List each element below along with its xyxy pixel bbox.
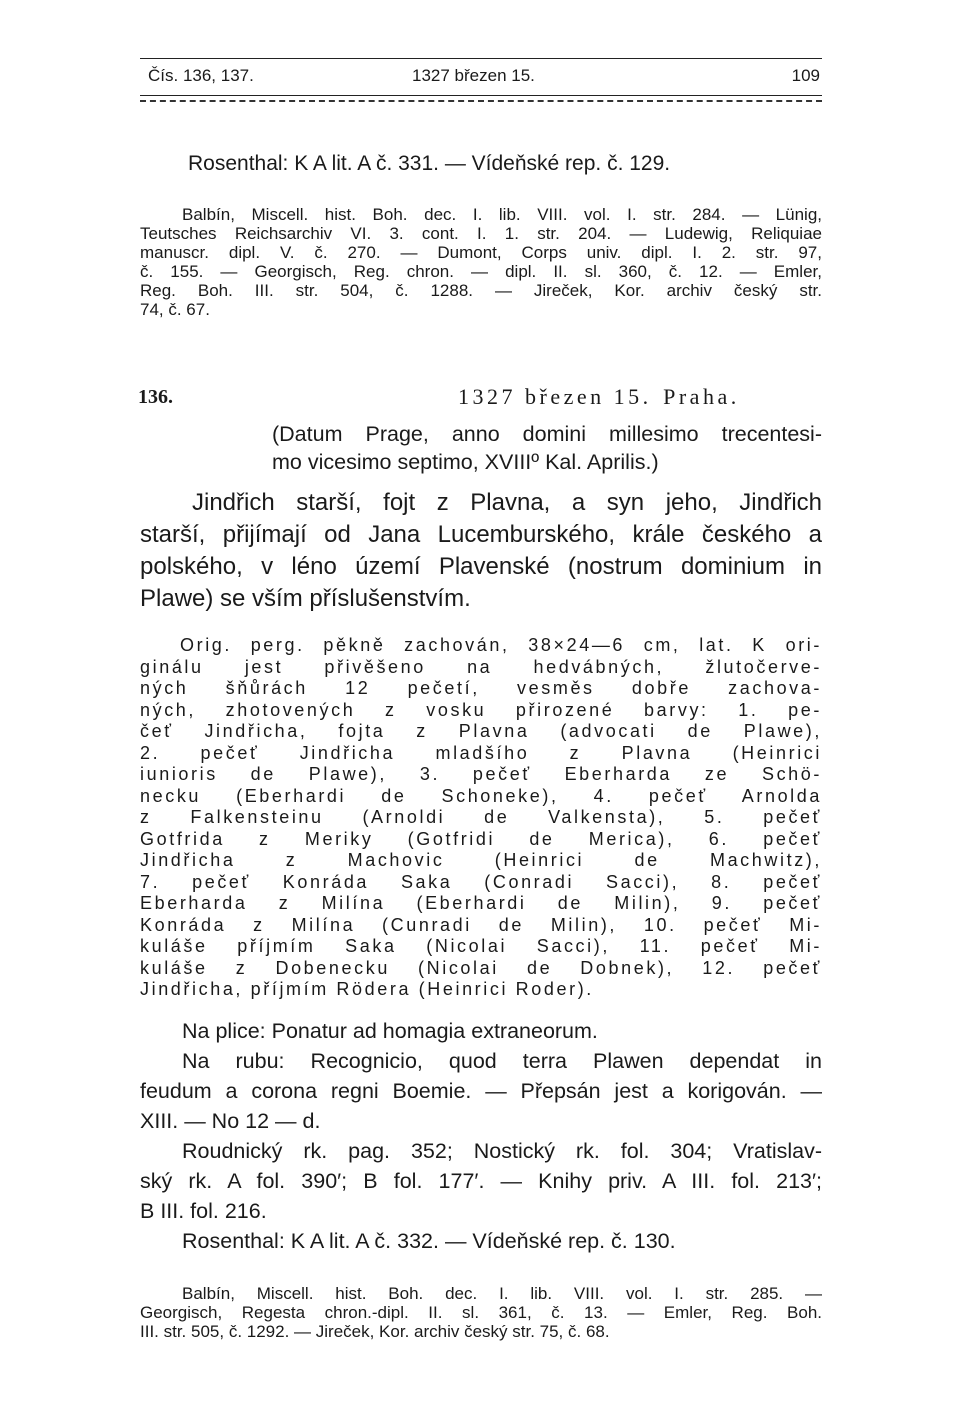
- dorse-line: XIII. — No 12 — d.: [140, 1109, 321, 1133]
- description-line: ných šňůrách 12 pečetí, vesměs dobře zachova-: [140, 678, 822, 698]
- document-date: 1327 březen 15.: [458, 384, 652, 409]
- running-header-numbers: Čís. 136, 137.: [148, 66, 254, 85]
- description-line: čeť Jindřicha, fojta z Plavna (advocati de Plawe),: [140, 721, 822, 741]
- description-line: iunioris de Plawe), 3. pečeť Eberharda ze Schö-: [140, 764, 822, 784]
- prev-lit-line: Balbín, Miscell. hist. Boh. dec. I. lib. VIII. vol. I. str. 284. — Lünig,: [182, 205, 822, 224]
- plica-note: Na plice: Ponatur ad homagia extraneorum.: [182, 1019, 598, 1043]
- prev-rosenthal-ref: [188, 152, 828, 176]
- prev-lit-line: 74, č. 67.: [140, 300, 210, 319]
- prev-lit-line: Teutsches Reichsarchiv VI. 3. cont. I. 1. str. 204. — Ludewig, Reliquiae: [140, 224, 822, 243]
- description-line: ginálu jest přivěšeno na hedvábných, žlutočerve-: [140, 656, 822, 677]
- description-line: kuláše z Dobenecku (Nicolai de Dobnek), 12. pečeť: [140, 957, 822, 978]
- regest-line: Plawe) se vším příslušenstvím.: [140, 585, 471, 612]
- literature-line: Georgisch, Regesta chron.-dipl. II. sl. 361, č. 13. — Emler, Reg. Boh.: [140, 1303, 822, 1322]
- regest: [140, 487, 822, 615]
- dorse-line: feudum a corona regni Boemie. — Přepsán jest a korigován. —: [140, 1079, 822, 1103]
- document-number: 136.: [138, 386, 173, 408]
- description-line: 7. pečeť Konráda Saka (Conradi Sacci), 8. pečeť: [140, 871, 822, 892]
- literature-line: III. str. 505, č. 1292. — Jireček, Kor. archiv český str. 75, č. 68.: [140, 1322, 610, 1341]
- dating-line: mo vicesimo septimo, XVIIIº Kal. Aprilis.): [272, 450, 659, 474]
- running-header-date: 1327 březen 15.: [412, 66, 535, 85]
- copies-line: B III. fol. 216.: [140, 1199, 267, 1223]
- description-line: ných, zhotovených z vosku přirozené barvy: 1. pe-: [140, 699, 822, 720]
- document-place: Praha.: [663, 384, 740, 409]
- description-line: necku (Eberhardi de Schoneke), 4. pečeť Arnolda: [140, 785, 822, 806]
- copies-line: ský rk. A fol. 390′; B fol. 177′. — Knihy priv. A III. fol. 213′;: [140, 1169, 822, 1193]
- regest-line: polského, v léno území Plavenské (nostrum dominium in: [140, 553, 822, 580]
- original-description: [140, 635, 822, 1001]
- prev-lit-line: Reg. Boh. III. str. 504, č. 1288. — Jireček, Kor. archiv český str.: [140, 281, 822, 300]
- page-number: 109: [791, 66, 820, 85]
- notes: [140, 1016, 822, 1256]
- description-line: kuláše příjmím Saka (Nicolai Sacci), 11. pečeť Mi-: [140, 936, 822, 956]
- dating-clause: [272, 420, 822, 476]
- regest-line: starší, přijímají od Jana Lucemburského, krále českého a: [140, 521, 822, 548]
- description-line: Jindřicha, příjmím Rödera (Heinrici Roder).: [140, 979, 594, 999]
- prev-lit-line: manuscr. dipl. V. č. 270. — Dumont, Corps univ. dipl. I. 2. str. 97,: [140, 243, 822, 262]
- description-line: Konráda z Milína (Cunradi de Milin), 10. pečeť Mi-: [140, 914, 822, 935]
- description-line: Jindřicha z Machovic (Heinrici de Machwitz),: [140, 850, 822, 870]
- description-line: 2. pečeť Jindřicha mladšího z Plavna (Heinrici: [140, 742, 822, 763]
- description-line: z Falkensteinu (Arnoldi de Valkensta), 5. pečeť: [140, 807, 822, 827]
- description-line: Eberharda z Milína (Eberhardi de Milin), 9. pečeť: [140, 893, 822, 913]
- description-line: Gotfrida z Meriky (Gotfridi de Merica), 6. pečeť: [140, 828, 822, 849]
- literature-line: Balbín, Miscell. hist. Boh. dec. I. lib. VIII. vol. I. str. 285. —: [182, 1284, 822, 1303]
- regest-line: Jindřich starší, fojt z Plavna, a syn jeho, Jindřich: [192, 489, 822, 516]
- top-rule: [140, 58, 822, 59]
- dorse-line: Na rubu: Recognicio, quod terra Plawen dependat in: [182, 1049, 822, 1073]
- dating-line: (Datum Prage, anno domini millesimo trecentesi-: [272, 422, 822, 446]
- rosenthal-ref: Rosenthal: K A lit. A č. 332. — Vídeňské rep. č. 130.: [182, 1229, 676, 1253]
- prev-literature: [140, 205, 822, 319]
- document-heading: [458, 384, 740, 410]
- header-rule: [140, 95, 822, 96]
- copies-line: Roudnický rk. pag. 352; Nostický rk. fol. 304; Vratislav-: [182, 1139, 822, 1163]
- header-dashed-rule: [140, 100, 822, 102]
- prev-lit-line: č. 155. — Georgisch, Reg. chron. — dipl. II. sl. 360, č. 12. — Emler,: [140, 262, 822, 281]
- running-header: [140, 66, 822, 90]
- literature: [140, 1284, 822, 1341]
- description-line: Orig. perg. pěkně zachován, 38×24—6 cm, lat. K ori-: [180, 635, 822, 655]
- prev-rosenthal-line: Rosenthal: K A lit. A č. 331. — Vídeňské rep. č. 129.: [188, 152, 671, 175]
